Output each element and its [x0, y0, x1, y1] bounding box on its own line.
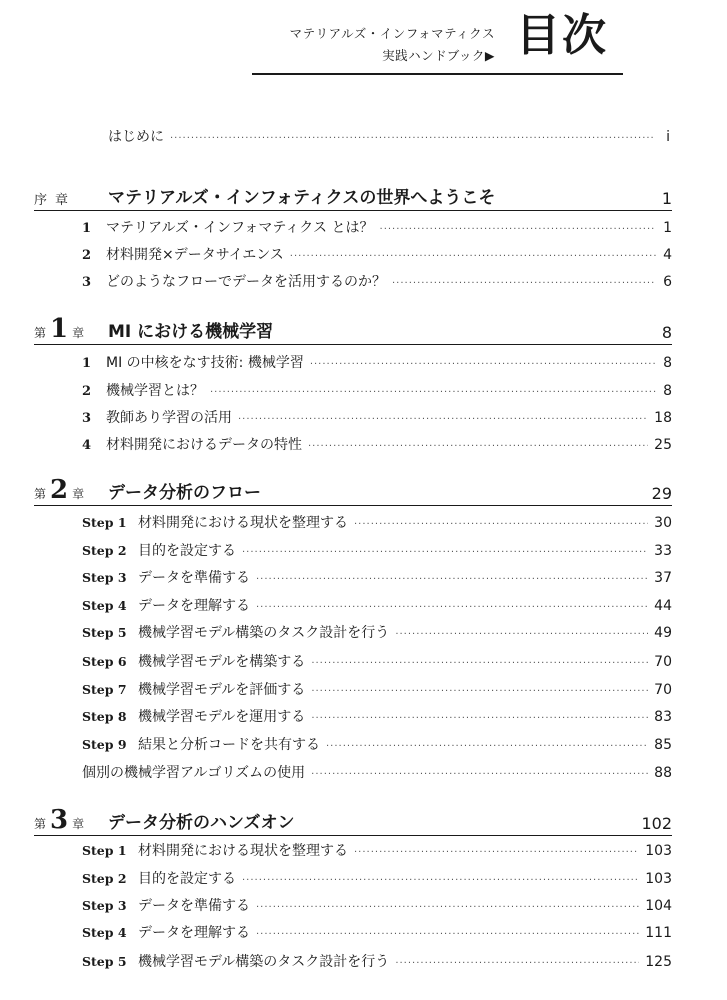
toc-section-row[interactable]: [82, 434, 672, 454]
chapter-digit: 2: [50, 475, 69, 505]
toc-section-row[interactable]: [82, 651, 672, 671]
section-page: 70: [654, 682, 672, 698]
section-title: 材料開発におけるデータの特性: [106, 437, 302, 453]
chapter-heading-0[interactable]: [34, 178, 672, 211]
chapter-title: データ分析のハンズオン: [108, 813, 295, 833]
section-page: 8: [663, 383, 672, 399]
page-title: 目次: [516, 10, 608, 61]
intro-label: はじめに: [108, 129, 164, 145]
section-title: 機械学習モデルを評価する: [138, 682, 306, 698]
leader-dots: [242, 547, 648, 558]
section-title: マテリアルズ・インフォマティクス とは？: [106, 220, 374, 236]
step-number: Step 5: [82, 625, 127, 640]
toc-section-row[interactable]: [82, 540, 672, 560]
toc-section-row[interactable]: [82, 951, 672, 971]
toc-section-row[interactable]: [82, 352, 672, 372]
header-rule: [252, 73, 623, 75]
chapter-page: 29: [651, 484, 672, 503]
section-page: 88: [654, 765, 672, 781]
toc-section-row[interactable]: [82, 706, 672, 726]
section-page: 33: [654, 543, 672, 559]
step-number: Step 8: [82, 709, 127, 724]
section-title: 材料開発における現状を整理する: [138, 515, 348, 531]
chapter-title: データ分析のフロー: [108, 483, 261, 503]
section-page: 37: [654, 570, 672, 586]
leader-dots: [256, 574, 648, 585]
leader-dots: [311, 769, 648, 780]
leader-dots: [290, 251, 656, 262]
toc-section-row[interactable]: [82, 244, 672, 264]
book-subtitle-line2: 実践ハンドブック▶: [382, 48, 495, 63]
chapter-title: マテリアルズ・インフォティクスの世界へようこそ: [108, 188, 496, 208]
section-title: 結果と分析コードを共有する: [138, 737, 320, 753]
chapter-digit: 1: [50, 314, 69, 344]
step-number: Step 1: [82, 843, 127, 858]
leader-dots: [326, 741, 648, 752]
chapter-heading-3[interactable]: [34, 803, 672, 836]
chapter-digit: 3: [50, 805, 69, 835]
toc-section-row[interactable]: [82, 922, 672, 942]
section-title: MI の中核をなす技術: 機械学習: [106, 355, 304, 371]
section-title: 個別の機械学習アルゴリズムの使用: [82, 765, 306, 781]
chapter-prefix: 第: [34, 817, 47, 831]
leader-dots: [392, 278, 656, 289]
step-number: Step 2: [82, 543, 127, 558]
toc-section-row[interactable]: [82, 840, 672, 860]
section-number: 1: [82, 356, 92, 371]
toc-intro-row[interactable]: [108, 126, 670, 146]
section-title: 目的を設定する: [138, 871, 236, 887]
section-title: 材料開発×データサイエンス: [106, 247, 284, 263]
section-title: 機械学習モデル構築のタスク設計を行う: [138, 954, 390, 970]
section-title: 機械学習モデル構築のタスク設計を行う: [138, 625, 390, 641]
section-page: 25: [654, 437, 672, 453]
toc-section-row[interactable]: [82, 895, 672, 915]
leader-dots: [256, 929, 639, 940]
section-page: 70: [654, 654, 672, 670]
section-page: 125: [645, 954, 672, 970]
section-number: 2: [82, 384, 92, 399]
leader-dots: [354, 519, 648, 530]
section-page: 30: [654, 515, 672, 531]
section-page: 49: [654, 625, 672, 641]
toc-section-row[interactable]: [82, 622, 672, 642]
section-page: 8: [663, 355, 672, 371]
section-number: 2: [82, 248, 92, 263]
chapter-suffix: 章: [72, 817, 85, 831]
chapter-heading-2[interactable]: [34, 473, 672, 506]
leader-dots: [242, 875, 639, 886]
chapter-number: [34, 477, 108, 503]
step-number: Step 1: [82, 515, 127, 530]
chapter-number: [34, 189, 108, 208]
toc-section-row[interactable]: [82, 380, 672, 400]
section-page: 104: [645, 898, 672, 914]
leader-dots: [380, 224, 656, 235]
chapter-title: MI における機械学習: [108, 322, 274, 342]
section-page: 1: [663, 220, 672, 236]
section-title: 目的を設定する: [138, 543, 236, 559]
section-page: 103: [645, 843, 672, 859]
toc-section-row[interactable]: [82, 868, 672, 888]
section-title: どのようなフローでデータを活用するのか？: [106, 274, 386, 290]
section-number: 4: [82, 438, 92, 453]
section-title: データを準備する: [138, 898, 250, 914]
toc-section-row[interactable]: [82, 734, 672, 754]
leader-dots: [311, 686, 648, 697]
section-title: データを理解する: [138, 598, 250, 614]
leader-dots: [311, 658, 648, 669]
section-title: データを理解する: [138, 925, 250, 941]
section-page: 44: [654, 598, 672, 614]
leader-dots: [210, 387, 656, 398]
section-title: データを準備する: [138, 570, 250, 586]
section-title: 材料開発における現状を整理する: [138, 843, 348, 859]
section-title: 機械学習モデルを構築する: [138, 654, 306, 670]
section-title: 教師あり学習の活用: [106, 410, 232, 426]
toc-section-row[interactable]: [82, 567, 672, 587]
step-number: Step 5: [82, 954, 127, 969]
chapter-heading-1[interactable]: [34, 312, 672, 345]
section-page: 4: [663, 247, 672, 263]
leader-dots: [395, 629, 648, 640]
leader-dots: [238, 414, 648, 425]
chapter-suffix: 章: [72, 487, 85, 501]
leader-dots: [354, 847, 639, 858]
toc-section-row[interactable]: [82, 407, 672, 427]
step-number: Step 9: [82, 737, 127, 752]
intro-page: i: [666, 129, 670, 145]
chapter-page: 8: [661, 323, 672, 342]
toc-section-row[interactable]: [82, 595, 672, 615]
toc-section-row[interactable]: [82, 217, 672, 237]
chapter-page: 1: [661, 189, 672, 208]
section-title: 機械学習モデルを運用する: [138, 709, 306, 725]
chapter-suffix: 章: [72, 326, 85, 340]
step-number: Step 3: [82, 570, 127, 585]
section-page: 18: [654, 410, 672, 426]
chapter-page: 102: [641, 814, 672, 833]
chapter-prefix: 第: [34, 487, 47, 501]
section-number: 3: [82, 275, 92, 290]
leader-dots: [170, 133, 654, 144]
toc-section-row[interactable]: [82, 271, 672, 291]
section-number: 3: [82, 411, 92, 426]
step-number: Step 6: [82, 654, 127, 669]
section-page: 103: [645, 871, 672, 887]
step-number: Step 4: [82, 598, 127, 613]
book-subtitle-line1: マテリアルズ・インフォマティクス: [289, 26, 495, 41]
section-page: 6: [663, 274, 672, 290]
section-number: 1: [82, 221, 92, 236]
section-page: 83: [654, 709, 672, 725]
step-number: Step 3: [82, 898, 127, 913]
section-page: 111: [645, 925, 672, 941]
section-title: 機械学習とは？: [106, 383, 204, 399]
chapter-number: [34, 316, 108, 342]
chapter-prefix: 序: [34, 193, 56, 208]
toc-section-row[interactable]: [82, 679, 672, 699]
toc-section-row[interactable]: [82, 762, 672, 782]
chapter-number: [34, 807, 108, 833]
section-page: 85: [654, 737, 672, 753]
leader-dots: [395, 958, 639, 969]
chapter-suffix: 章: [55, 193, 77, 208]
leader-dots: [311, 713, 648, 724]
step-number: Step 2: [82, 871, 127, 886]
step-number: Step 7: [82, 682, 127, 697]
toc-section-row[interactable]: [82, 512, 672, 532]
leader-dots: [310, 359, 656, 370]
leader-dots: [308, 441, 648, 452]
leader-dots: [256, 902, 639, 913]
chapter-prefix: 第: [34, 326, 47, 340]
step-number: Step 4: [82, 925, 127, 940]
leader-dots: [256, 602, 648, 613]
